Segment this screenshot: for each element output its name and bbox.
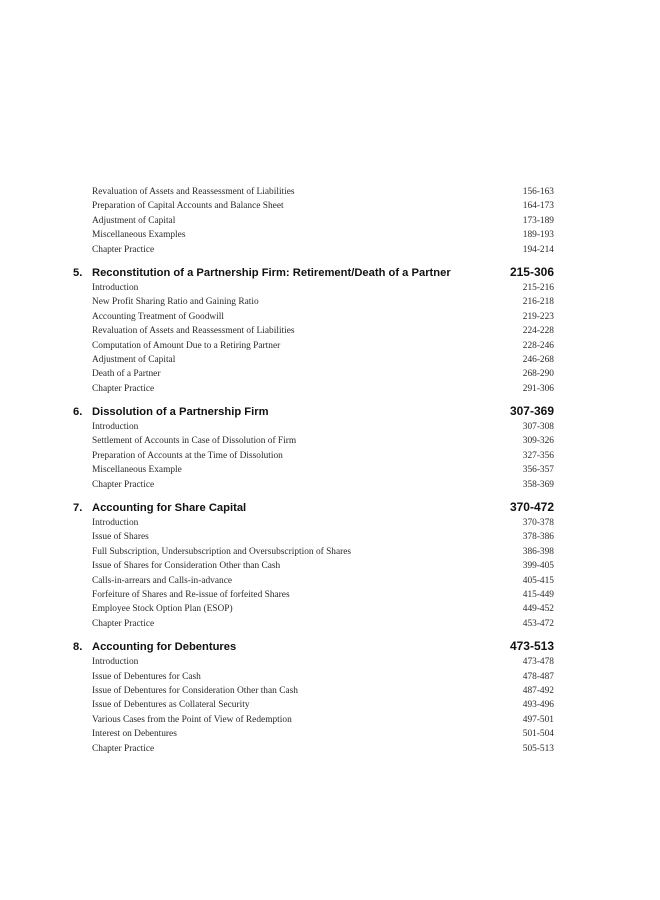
entry-title: Interest on Debentures: [92, 729, 177, 740]
toc-entry: [73, 295, 554, 309]
entry-pages: 268-290: [522, 369, 554, 380]
entry-pages: 453-472: [522, 618, 554, 629]
entry-pages: 449-452: [522, 604, 554, 615]
entry-title: Computation of Amount Due to a Retiring Partner: [92, 340, 281, 351]
chapter-heading-7: [73, 498, 554, 516]
entry-title: Settlement of Accounts in Case of Dissolution of Firm: [92, 436, 297, 447]
entry-pages: 370-378: [522, 518, 554, 529]
entry-title: Various Cases from the Point of View of Redemption: [92, 714, 292, 725]
toc-entry: [73, 214, 554, 228]
toc-entry: [73, 199, 554, 213]
toc-entry: [73, 339, 554, 353]
chapter-title: Accounting for Debentures: [92, 641, 237, 654]
entry-title: Miscellaneous Examples: [92, 230, 186, 241]
entry-title: Issue of Shares for Consideration Other than Cash: [92, 561, 281, 572]
toc-entry: [73, 434, 554, 448]
entry-title: Adjustment of Capital: [92, 215, 176, 226]
entry-title: Adjustment of Capital: [92, 354, 176, 365]
table-of-contents: [73, 185, 554, 756]
entry-title: Chapter Practice: [92, 479, 155, 490]
entry-pages: 215-216: [522, 282, 554, 293]
entry-pages: 405-415: [522, 575, 554, 586]
entry-title: Chapter Practice: [92, 383, 155, 394]
toc-entry: [73, 463, 554, 477]
toc-entry: [73, 617, 554, 631]
entry-title: Employee Stock Option Plan (ESOP): [92, 604, 233, 615]
entry-pages: 224-228: [522, 326, 554, 337]
entry-title: Calls-in-arrears and Calls-in-advance: [92, 575, 233, 586]
toc-entry: [73, 698, 554, 712]
entry-pages: 156-163: [522, 187, 554, 197]
toc-entry: [73, 545, 554, 559]
chapter-pages: 370-472: [509, 500, 554, 515]
chapter-heading-8: [73, 637, 554, 655]
entry-title: Chapter Practice: [92, 618, 155, 629]
entry-pages: 216-218: [522, 297, 554, 308]
entry-title: Revaluation of Assets and Reassessment of Liabilities: [92, 326, 295, 337]
chapter-number: 6.: [73, 406, 83, 419]
entry-pages: 307-308: [522, 422, 554, 433]
entry-title: Issue of Debentures as Collateral Security: [92, 700, 250, 711]
chapter-title: Dissolution of a Partnership Firm: [92, 406, 269, 419]
entry-pages: 173-189: [522, 215, 554, 226]
entry-pages: 378-386: [522, 532, 554, 543]
entry-pages: 493-496: [522, 700, 554, 711]
entry-title: Full Subscription, Undersubscription and Oversubscription of Shares: [92, 546, 352, 557]
entry-pages: 386-398: [522, 546, 554, 557]
chapter-pages: 215-306: [509, 264, 554, 279]
chapter-number: 8.: [73, 641, 83, 654]
toc-entry: [73, 228, 554, 242]
entry-pages: 291-306: [522, 383, 554, 394]
entry-pages: 497-501: [522, 714, 554, 725]
entry-pages: 309-326: [522, 436, 554, 447]
toc-entry: [73, 353, 554, 367]
chapter-pages: 307-369: [509, 404, 554, 419]
entry-pages: 228-246: [522, 340, 554, 351]
entry-pages: 246-268: [522, 354, 554, 365]
entry-title: Miscellaneous Example: [92, 465, 182, 476]
toc-entry: [73, 713, 554, 727]
entry-pages: 415-449: [522, 589, 554, 600]
entry-title: Chapter Practice: [92, 743, 155, 754]
entry-pages: 194-214: [522, 244, 554, 255]
chapter-title: Reconstitution of a Partnership Firm: Retirement/Death of a Partner: [92, 266, 451, 279]
toc-entry: [73, 449, 554, 463]
entry-pages: 478-487: [522, 671, 554, 682]
toc-entry: [73, 324, 554, 338]
entry-pages: 399-405: [522, 561, 554, 572]
toc-entry: [73, 420, 554, 434]
entry-title: Issue of Shares: [92, 532, 149, 543]
toc-entry: [73, 670, 554, 684]
toc-entry: [73, 367, 554, 381]
toc-entry: [73, 588, 554, 602]
chapter-title: Accounting for Share Capital: [92, 502, 247, 515]
entry-title: Accounting Treatment of Goodwill: [92, 311, 225, 322]
entry-title: Introduction: [92, 422, 139, 433]
chapter-pages: 473-513: [509, 639, 554, 654]
toc-entry: [73, 742, 554, 756]
toc-entry: [73, 727, 554, 741]
entry-pages: 473-478: [522, 657, 554, 668]
entry-title: Preparation of Accounts at the Time of Dissolution: [92, 450, 283, 461]
entry-pages: 487-492: [522, 685, 554, 696]
toc-entry: [73, 382, 554, 396]
chapter-heading-6: [73, 402, 554, 420]
chapter-number: 7.: [73, 502, 83, 515]
toc-entry: [73, 185, 554, 199]
toc-entry: [73, 574, 554, 588]
entry-title: Introduction: [92, 657, 139, 668]
entry-title: Issue of Debentures for Cash: [92, 671, 201, 682]
toc-entry: [73, 516, 554, 530]
entry-title: Revaluation of Assets and Reassessment of Liabilities: [92, 187, 295, 197]
toc-entry: [73, 243, 554, 257]
entry-pages: 505-513: [522, 743, 554, 754]
entry-pages: 164-173: [522, 201, 554, 212]
entry-title: Issue of Debentures for Consideration Other than Cash: [92, 685, 298, 696]
toc-entry: [73, 655, 554, 669]
entry-pages: 356-357: [522, 465, 554, 476]
entry-title: Preparation of Capital Accounts and Balance Sheet: [92, 201, 284, 212]
entry-pages: 358-369: [522, 479, 554, 490]
chapter-number: 5.: [73, 266, 83, 279]
entry-title: Introduction: [92, 282, 139, 293]
entry-title: Introduction: [92, 518, 139, 529]
toc-entry: [73, 602, 554, 616]
toc-entry: [73, 281, 554, 295]
chapter-heading-5: [73, 263, 554, 281]
toc-entry: [73, 684, 554, 698]
entry-title: Forfeiture of Shares and Re-issue of forfeited Shares: [92, 589, 290, 600]
entry-pages: 219-223: [522, 311, 554, 322]
toc-entry: [73, 530, 554, 544]
toc-entry: [73, 478, 554, 492]
entry-title: Chapter Practice: [92, 244, 155, 255]
entry-pages: 327-356: [522, 450, 554, 461]
entry-pages: 189-193: [522, 230, 554, 241]
toc-entry: [73, 559, 554, 573]
toc-entry: [73, 310, 554, 324]
entry-pages: 501-504: [522, 729, 554, 740]
entry-title: Death of a Partner: [92, 369, 161, 380]
entry-title: New Profit Sharing Ratio and Gaining Ratio: [92, 297, 259, 308]
